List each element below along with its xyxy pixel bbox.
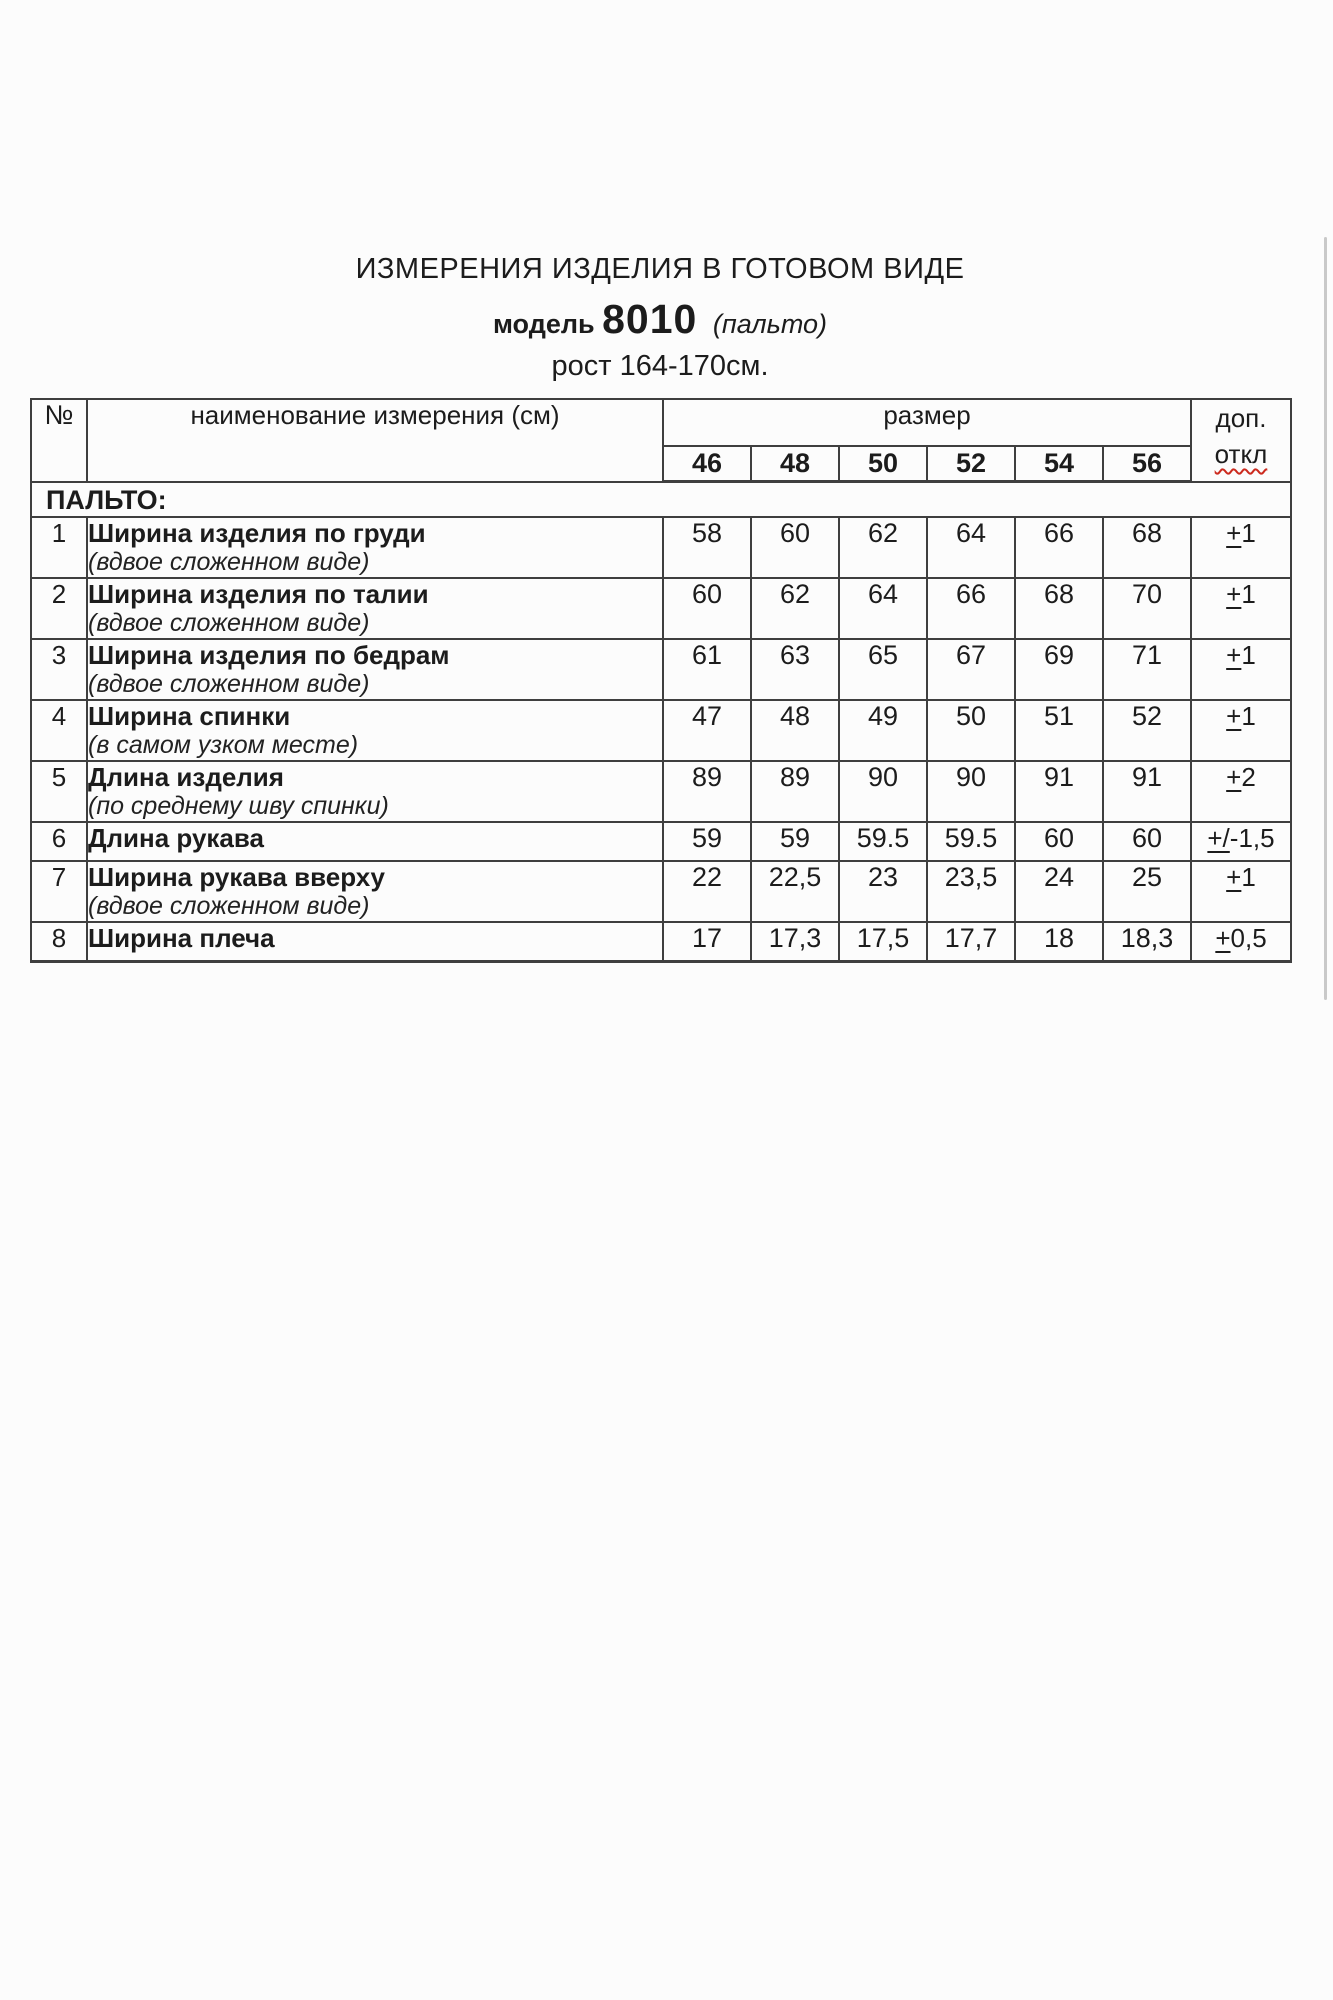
tolerance-cell: +1 xyxy=(1191,517,1291,578)
size-value-cell: 71 xyxy=(1103,639,1191,700)
size-value-cell: 23 xyxy=(839,861,927,922)
header-tolerance-line2: откл xyxy=(1214,439,1268,469)
size-col-56: 56 xyxy=(1103,446,1191,482)
tolerance-cell: +/-1,5 xyxy=(1191,822,1291,861)
size-value-cell: 49 xyxy=(839,700,927,761)
size-value-cell: 52 xyxy=(1103,700,1191,761)
size-value-cell: 66 xyxy=(1015,517,1103,578)
size-value-cell: 18,3 xyxy=(1103,922,1191,961)
size-value-cell: 60 xyxy=(1103,822,1191,861)
plus-minus-sign: + xyxy=(1215,923,1231,953)
table-row xyxy=(31,822,1291,861)
size-col-50: 50 xyxy=(839,446,927,482)
size-value-cell: 47 xyxy=(663,700,751,761)
size-col-52: 52 xyxy=(927,446,1015,482)
plus-minus-sign: + xyxy=(1226,862,1242,892)
header-row-top xyxy=(31,399,1291,446)
table-row xyxy=(31,700,1291,761)
size-value-cell: 59 xyxy=(663,822,751,861)
size-value-cell: 64 xyxy=(839,578,927,639)
row-index-cell: 6 xyxy=(31,822,87,861)
size-value-cell: 25 xyxy=(1103,861,1191,922)
size-value-cell: 22,5 xyxy=(751,861,839,922)
size-value-cell: 18 xyxy=(1015,922,1103,961)
page-edge-line xyxy=(1324,237,1327,1000)
size-value-cell: 63 xyxy=(751,639,839,700)
size-value-cell: 59 xyxy=(751,822,839,861)
header-tolerance xyxy=(1191,399,1291,482)
measure-subtitle: (вдвое сложенном виде) xyxy=(88,892,370,920)
measure-subtitle: (вдвое сложенном виде) xyxy=(88,548,370,576)
size-value-cell: 60 xyxy=(1015,822,1103,861)
header-size-group: размер xyxy=(663,399,1191,446)
table-row xyxy=(31,578,1291,639)
table-row xyxy=(31,761,1291,822)
tolerance-cell: +1 xyxy=(1191,861,1291,922)
measure-subtitle: (по среднему шву спинки) xyxy=(88,792,389,820)
size-value-cell: 89 xyxy=(751,761,839,822)
size-value-cell: 90 xyxy=(839,761,927,822)
measure-name: Ширина плеча xyxy=(88,923,275,953)
size-value-cell: 62 xyxy=(839,517,927,578)
measure-name: Ширина изделия по талии xyxy=(88,579,429,609)
size-value-cell: 66 xyxy=(927,578,1015,639)
size-value-cell: 60 xyxy=(751,517,839,578)
row-index-cell: 1 xyxy=(31,517,87,578)
measure-name: Ширина изделия по груди xyxy=(88,518,426,548)
measure-name-cell xyxy=(87,700,663,761)
measure-name-cell xyxy=(87,761,663,822)
size-value-cell: 59.5 xyxy=(839,822,927,861)
measure-name: Ширина спинки xyxy=(88,701,291,731)
row-index-cell: 7 xyxy=(31,861,87,922)
measure-name-cell xyxy=(87,517,663,578)
size-value-cell: 60 xyxy=(663,578,751,639)
size-value-cell: 90 xyxy=(927,761,1015,822)
measure-subtitle: (в самом узком месте) xyxy=(88,731,359,759)
size-value-cell: 91 xyxy=(1103,761,1191,822)
measure-name-cell xyxy=(87,922,663,961)
plus-minus-sign: + xyxy=(1226,701,1242,731)
model-type: (пальто) xyxy=(712,309,828,339)
model-label: модель xyxy=(492,309,595,339)
table-row xyxy=(31,861,1291,922)
measure-name: Ширина изделия по бедрам xyxy=(88,640,450,670)
size-value-cell: 61 xyxy=(663,639,751,700)
size-value-cell: 17,5 xyxy=(839,922,927,961)
title-block xyxy=(30,252,1290,383)
row-index-cell: 3 xyxy=(31,639,87,700)
section-row xyxy=(31,482,1291,518)
size-col-48: 48 xyxy=(751,446,839,482)
row-index-cell: 5 xyxy=(31,761,87,822)
plus-minus-sign: + xyxy=(1226,579,1242,609)
tolerance-cell: +1 xyxy=(1191,639,1291,700)
size-value-cell: 23,5 xyxy=(927,861,1015,922)
plus-minus-sign: + xyxy=(1226,762,1242,792)
size-value-cell: 65 xyxy=(839,639,927,700)
size-value-cell: 91 xyxy=(1015,761,1103,822)
document-title: ИЗМЕРЕНИЯ ИЗДЕЛИЯ В ГОТОВОМ ВИДЕ xyxy=(355,253,965,285)
size-value-cell: 64 xyxy=(927,517,1015,578)
tolerance-cell: +2 xyxy=(1191,761,1291,822)
size-col-46: 46 xyxy=(663,446,751,482)
measurements-table xyxy=(30,398,1292,963)
model-number: 8010 xyxy=(602,296,698,342)
size-value-cell: 22 xyxy=(663,861,751,922)
size-value-cell: 50 xyxy=(927,700,1015,761)
size-col-54: 54 xyxy=(1015,446,1103,482)
measure-name-cell xyxy=(87,822,663,861)
size-value-cell: 24 xyxy=(1015,861,1103,922)
row-index-cell: 2 xyxy=(31,578,87,639)
size-value-cell: 89 xyxy=(663,761,751,822)
table-row xyxy=(31,639,1291,700)
size-value-cell: 62 xyxy=(751,578,839,639)
section-label: ПАЛЬТО: xyxy=(31,482,1291,518)
table-row xyxy=(31,517,1291,578)
table-row xyxy=(31,922,1291,961)
size-value-cell: 58 xyxy=(663,517,751,578)
height-range: рост 164-170см. xyxy=(551,350,769,382)
tolerance-cell: +0,5 xyxy=(1191,922,1291,961)
measure-name: Длина изделия xyxy=(88,762,284,792)
size-value-cell: 51 xyxy=(1015,700,1103,761)
header-tolerance-line1: доп. xyxy=(1215,403,1267,433)
row-index-cell: 8 xyxy=(31,922,87,961)
plus-minus-sign: +/ xyxy=(1207,823,1230,853)
size-value-cell: 68 xyxy=(1015,578,1103,639)
size-value-cell: 59.5 xyxy=(927,822,1015,861)
model-line xyxy=(30,296,1290,347)
measurements-body xyxy=(31,482,1291,962)
size-value-cell: 17,3 xyxy=(751,922,839,961)
size-value-cell: 70 xyxy=(1103,578,1191,639)
header-measure-name: наименование измерения (см) xyxy=(87,399,663,482)
tolerance-cell: +1 xyxy=(1191,578,1291,639)
plus-minus-sign: + xyxy=(1226,518,1242,548)
tolerance-cell: +1 xyxy=(1191,700,1291,761)
header-number: № xyxy=(31,399,87,482)
row-index-cell: 4 xyxy=(31,700,87,761)
measure-name-cell xyxy=(87,578,663,639)
size-value-cell: 48 xyxy=(751,700,839,761)
measure-name: Длина рукава xyxy=(88,823,264,853)
measure-subtitle: (вдвое сложенном виде) xyxy=(88,609,370,637)
size-value-cell: 17,7 xyxy=(927,922,1015,961)
measure-name: Ширина рукава вверху xyxy=(88,862,386,892)
size-value-cell: 67 xyxy=(927,639,1015,700)
measure-name-cell xyxy=(87,639,663,700)
measure-name-cell xyxy=(87,861,663,922)
size-value-cell: 17 xyxy=(663,922,751,961)
measure-subtitle: (вдвое сложенном виде) xyxy=(88,670,370,698)
size-value-cell: 68 xyxy=(1103,517,1191,578)
plus-minus-sign: + xyxy=(1226,640,1242,670)
size-value-cell: 69 xyxy=(1015,639,1103,700)
